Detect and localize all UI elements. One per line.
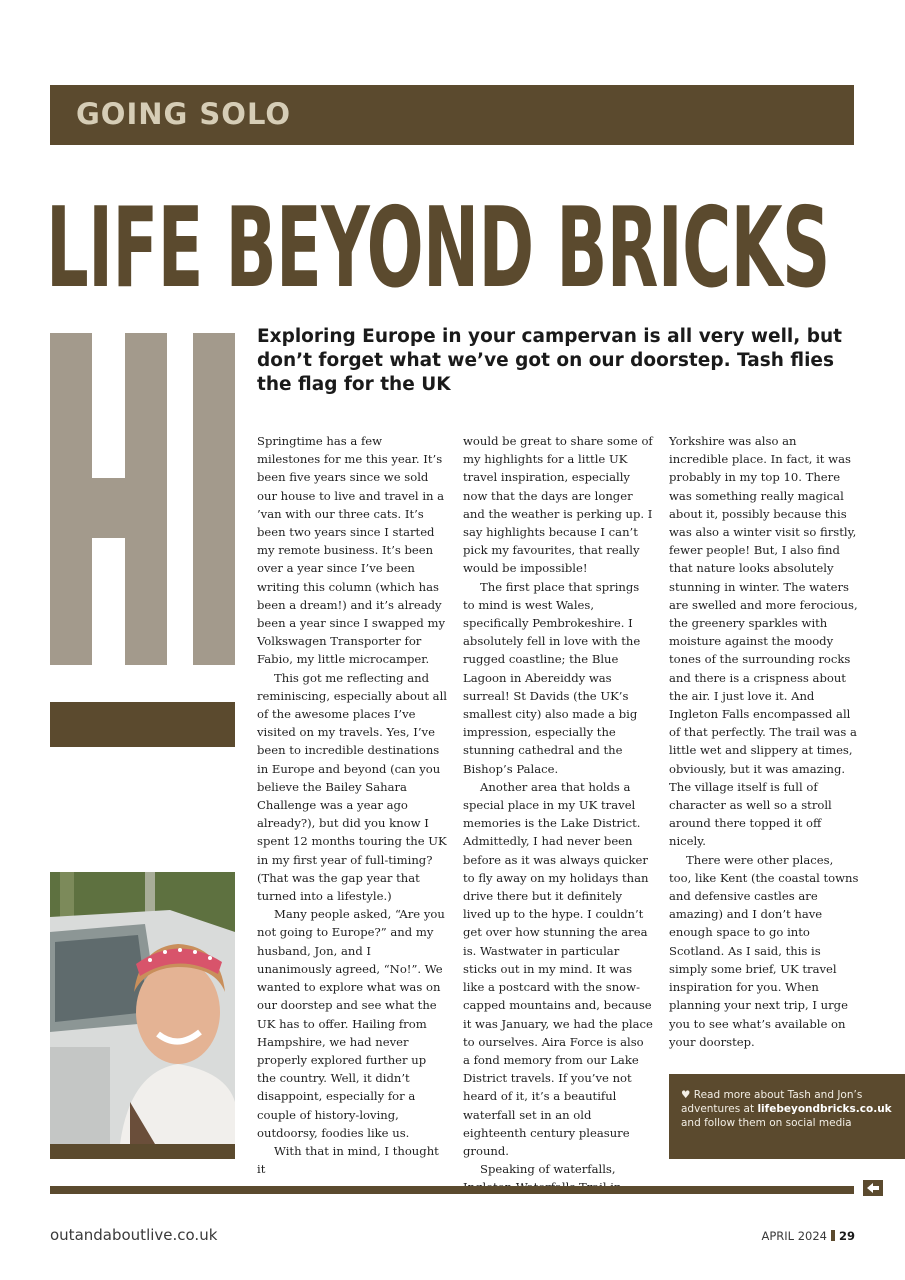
dropcap-h-right-stem: [125, 333, 167, 665]
info-box: [669, 1074, 905, 1159]
paragraph: This got me reflecting and reminiscing, especially about all of the awesome places I’ve visited on my travels. Yes, I’ve been to incredible destinations in Europe and beyond (can you believe the Bailey Sahara Challenge was a year ago already?), but did you know I spent 12 months touring the UK in my first year of full-timing? (That was the gap year that turned into a lifestyle.): [257, 670, 448, 904]
dropcap-i-stem: [193, 333, 235, 665]
arrow-left-icon: [863, 1180, 883, 1196]
paragraph: Springtime has a few milestones for me this year. It’s been five years since we sold our house to live and travel in a ’van with our three cats. It’s been two years since I started my remote business. It’s been over a year since I’ve been writing this column (which has been a dream!) and it’s already been a year since I swapped my Volkswagen Transporter for Fabio, my little microcamper.: [257, 434, 446, 667]
paragraph: Many people asked, “Are you not going to Europe?” and my husband, Jon, and I unanimously agreed, “No!”. We wanted to explore what was on our doorstep and see what the UK has to offer. Hailing from Hampshire, we had never properly explored further up the country. Well, it didn’t disappoint, especially for a couple of history-loving, outdoorsy, foodies like us.: [257, 907, 445, 1140]
dropcap-hi: [50, 333, 235, 665]
issue-date: APRIL 2024: [761, 1229, 827, 1243]
paragraph: Another area that holds a special place in my UK travel memories is the Lake District. Admittedly, I had never been before as it was always quicker to fly away on my holidays than drive there but it definitely lived up to the hype. I couldn’t get over how stunning the area is. Wastwater in particular sticks out in my mind. It was like a postcard with the snow-capped mountains and, because it was January, we had the place to ourselves. Aira Force is also a fond memory from our Lake District travels. If you’ve not heard of it, it’s a beautiful waterfall set in an old eighteenth century pleasure ground.: [463, 779, 653, 1158]
paragraph: The first place that springs to mind is west Wales, specifically Pembrokeshire. I absolutely fell in love with the rugged coastline; the Blue Lagoon in Abereiddy was surreal! St Davids (the UK’s smallest city) also made a big impression, especially the stunning cathedral and the Bishop’s Palace.: [463, 579, 641, 776]
page-title: LIFE BEYOND BRICKS: [46, 183, 830, 313]
footer-folio: [761, 1229, 855, 1243]
end-mark-icon: [863, 1180, 883, 1196]
standfirst: Exploring Europe in your campervan is all very well, but don’t forget what we’ve got on our doorstep. Tash flies the flag for the UK: [257, 326, 842, 395]
paragraph: Yorkshire was also an incredible place. In fact, it was probably in my top 10. There was something really magical about it, possibly because this was also a winter visit so firstly, fewer people! But, I also find that nature looks absolutely stunning in winter. The waters are swelled and more ferocious, the greenery sparkles with moisture against the moody tones of the surrounding rocks and there is a crispness about the air. I just love it. And Ingleton Falls encompassed all of that perfectly. The trail was a little wet and slippery at times, obviously, but it was amazing. The village itself is full of character as well so a stroll around there topped it off nicely.: [669, 434, 858, 849]
bottom-rule: [50, 1186, 854, 1194]
dropcap-h-crossbar: [92, 478, 125, 538]
footer-website[interactable]: outandaboutlive.co.uk: [50, 1226, 218, 1244]
website-link[interactable]: lifebeyondbricks.co.uk: [757, 1103, 892, 1115]
info-text-pre: Read more about Tash and Jon’s adventures at: [681, 1089, 863, 1115]
paragraph: With that in mind, I thought it: [257, 1143, 439, 1177]
section-banner: [50, 85, 854, 145]
heart-icon: ♥: [681, 1089, 691, 1101]
dropcap-base-block: [50, 702, 235, 747]
page-number: 29: [838, 1229, 855, 1243]
body-column-1: [257, 432, 447, 1178]
section-label: GOING SOLO: [76, 97, 292, 131]
body-column-2: [463, 432, 653, 1197]
info-text-post: and follow them on social media: [681, 1117, 852, 1129]
dropcap-h-left-stem: [50, 333, 92, 665]
author-photo: [50, 872, 235, 1144]
paragraph: There were other places, too, like Kent (the coastal towns and defensive castles are amazing) and I don’t have enough space to go into Scotland. As I said, this is simply some brief, UK travel inspiration for you. When planning your next trip, I urge you to see what’s available on your doorstep.: [669, 852, 859, 1049]
body-column-3: [669, 432, 859, 1051]
photo-base-bar: [50, 1144, 235, 1159]
paragraph: would be great to share some of my highlights for a little UK travel inspiration, especially now that the days are longer and the weather is perking up. I say highlights because I can’t pick my favourites, that really would be impossible!: [463, 434, 653, 576]
author-photo-illustration: [50, 872, 235, 1144]
paragraph: Speaking of waterfalls,: [480, 1162, 616, 1177]
folio-divider: [831, 1230, 835, 1241]
